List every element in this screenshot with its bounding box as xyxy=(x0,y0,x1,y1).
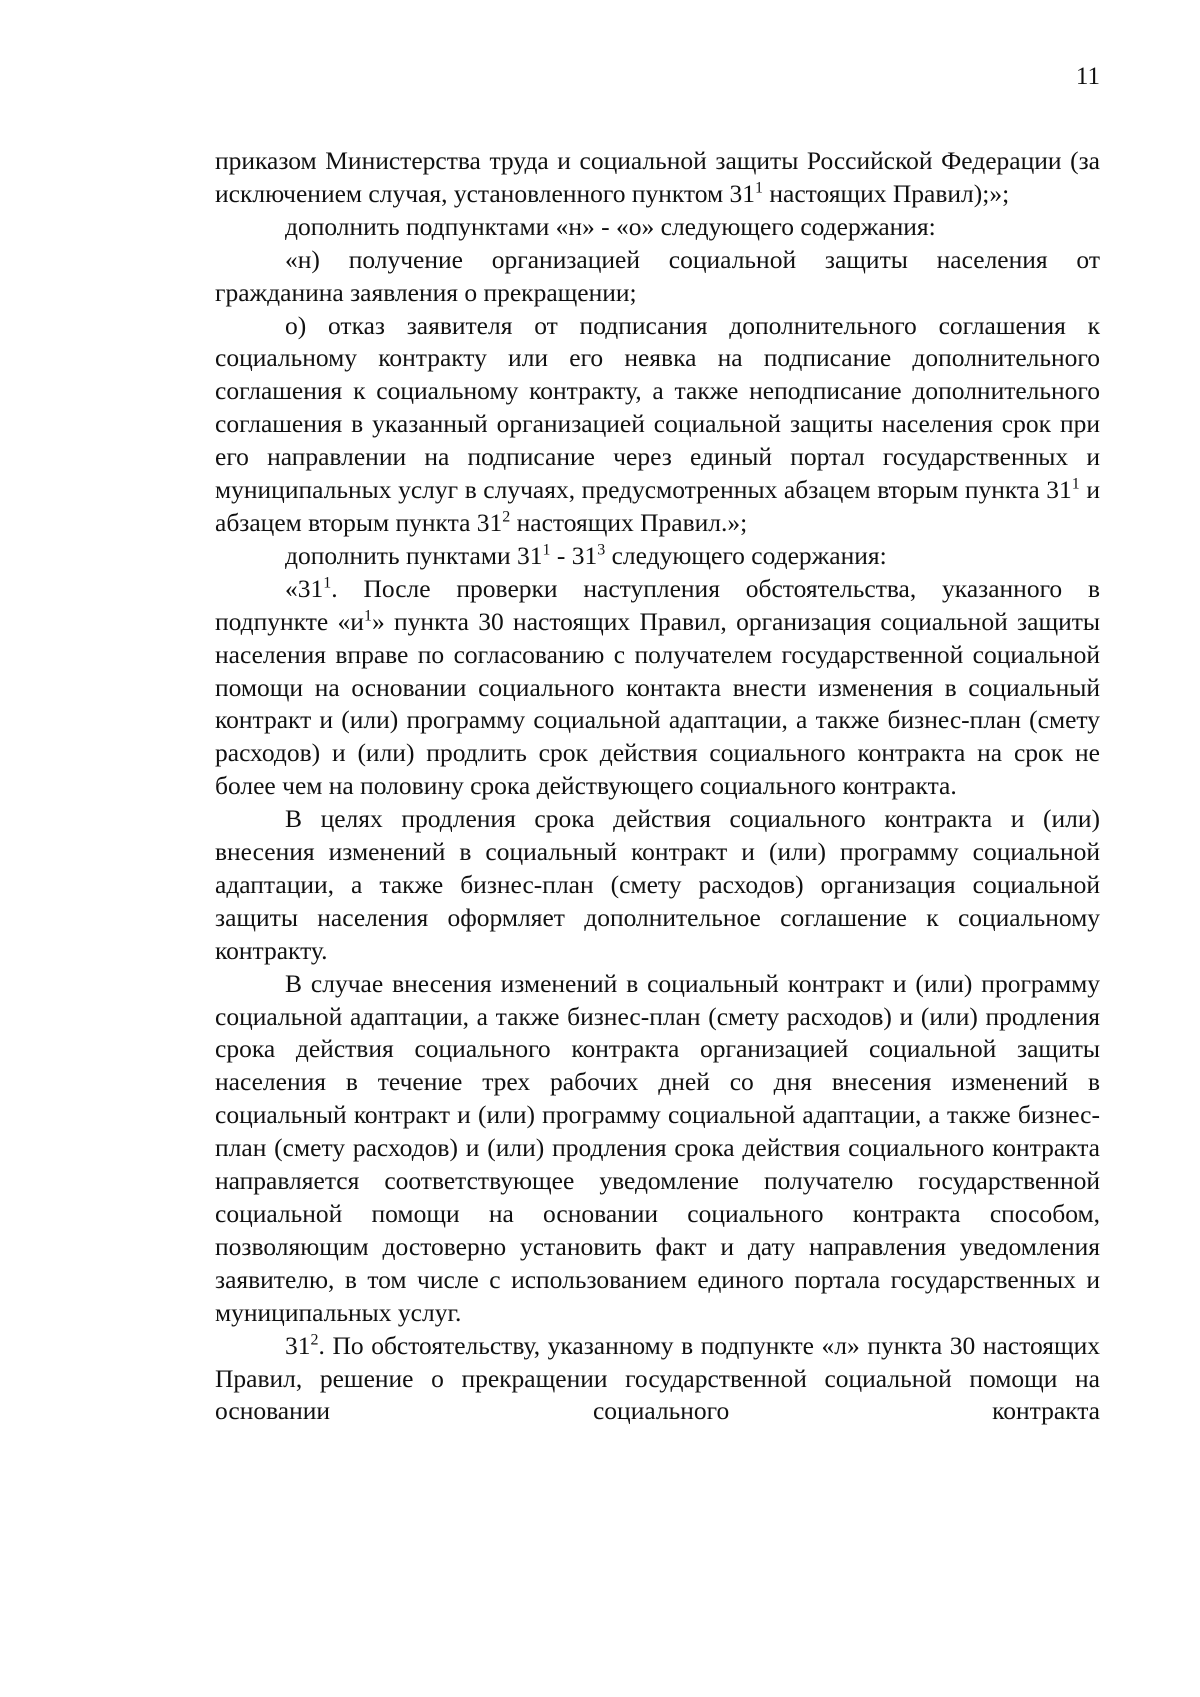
paragraph: приказом Министерства труда и социальной защиты Российской Федерации (за исключением случая, установленного пунктом $31^1$ настоящих Правил);»; xyxy=(215,146,1100,208)
paragraph: В случае внесения изменений в социальный контракт и (или) программу социальной адаптации, а также бизнес-план (смету расходов) и (или) продления срока действия социального контракта организацией социальной защиты населения в течение трех рабочих дней со дня внесения изменений в социальный контракт и (или) программу социальной адаптации, а также бизнес-план (смету расходов) и (или) продления срока действия социального контракта направляется соответствующее уведомление получателю государственной социальной помощи на основании социального контракта способом, позволяющим достоверно установить факт и дату направления уведомления заявителю, в том числе с использованием единого портала государственных и муниципальных услуг. xyxy=(215,968,1100,1327)
page-number: 11 xyxy=(1075,63,1100,90)
paragraph: дополнить подпунктами «н» - «о» следующего содержания: xyxy=(285,211,936,241)
paragraph: о) отказ заявителя от подписания дополнительного соглашения к социальному контракту или его неявка на подписание дополнительного соглашения к социальному контракту, а также неподписание дополнительного соглашения в указанный организацией социальной защиты населения срок при его направлении на подписание через единый портал государственных и муниципальных услуг в случаях, предусмотренных абзацем вторым пункта $31^1$ и абзацем вторым пункта $31^2$ настоящих Правил.»; xyxy=(215,310,1101,537)
paragraph: $31^2$. По обстоятельству, указанному в подпункте «л» пункта 30 настоящих Правил, решение о прекращении государственной социальной помощи на основании социального контракта xyxy=(215,1330,1100,1426)
paragraph: «н) получение организацией социальной защиты населения от гражданина заявления о прекращении; xyxy=(215,244,1100,307)
paragraph: «$31^1$. После проверки наступления обстоятельства, указанного в подпункте «$и^1$» пункта 30 настоящих Правил, организация социальной защиты населения вправе по согласованию с получателем государственной социальной помощи на основании социального контакта внести изменения в социальный контракт и (или) программу социальной адаптации, а также бизнес-план (смету расходов) и (или) продлить срок действия социального контракта на срок не более чем на половину срока действующего социального контракта. xyxy=(215,573,1101,801)
paragraph: дополнить пунктами $31^1 - 31^3$ следующего содержания: xyxy=(285,540,887,570)
document-body xyxy=(215,145,1100,1428)
paragraph: В целях продления срока действия социального контракта и (или) внесения изменений в социальный контракт и (или) программу социальной адаптации, а также бизнес-план (смету расходов) организация социальной защиты населения оформляет дополнительное соглашение к социальному контракту. xyxy=(215,804,1100,965)
